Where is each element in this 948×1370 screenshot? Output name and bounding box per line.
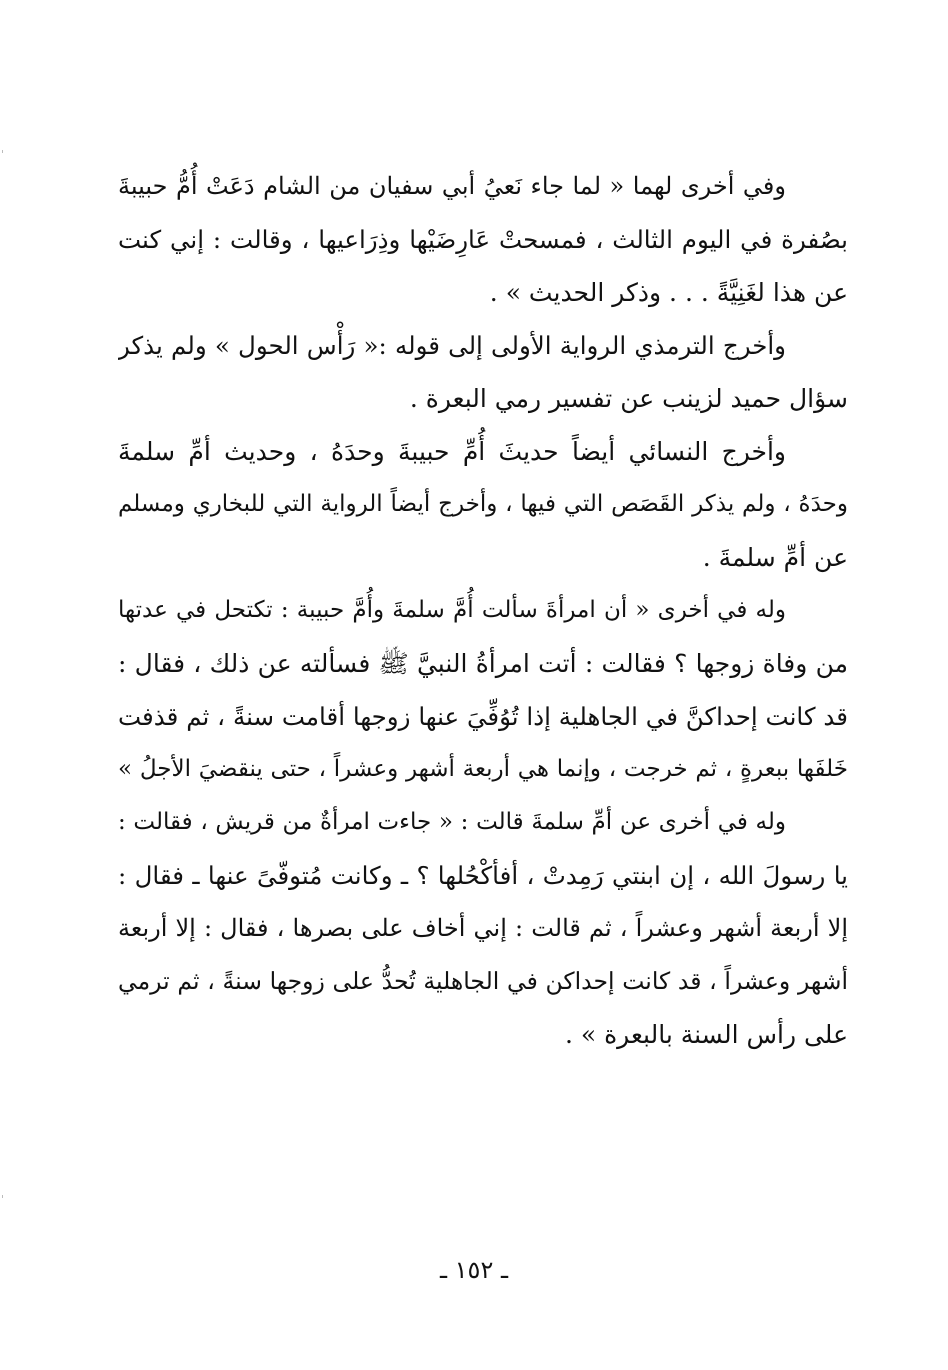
page-body — [118, 160, 848, 1061]
scan-edge-mark — [2, 150, 3, 153]
text-line: قد كانت إحداكنَّ في الجاهلية إذا تُوُفِّيَ عنها زوجها أقامت سنةً ، ثم قذفت — [118, 702, 848, 731]
scan-edge-mark — [2, 1195, 3, 1198]
text-line: عن هذا لغَنِيَّةً . . . وذكر الحديث » . — [489, 278, 848, 307]
text-line: وحدَهُ ، ولم يذكر القَصَص التي فيها ، وأخرج أيضاً الرواية التي للبخاري ومسلم — [118, 491, 848, 517]
text-line: إلا أربعة أشهر وعشراً ، ثم قالت : إني أخاف على بصرها ، فقال : إلا أربعة — [118, 914, 848, 942]
text-line: يا رسولَ الله ، إن ابنتي رَمِدتْ ، أفأكْحُلها ؟ ـ وكانت مُتوفّىً عنها ـ فقال : — [118, 861, 848, 890]
text-line: خَلفَها ببعرةٍ ، ثم خرجت ، وإنما هي أربعة أشهر وعشراً ، حتى ينقضيَ الأجلُ » — [118, 756, 848, 782]
text-line: وله في أخرى عن أمِّ سلمةَ قالت : « جاءت امرأةٌ من قريش ، فقالت : — [118, 809, 786, 835]
text-line: على رأس السنة بالبعرة » . — [564, 1020, 848, 1049]
text-line: بصُفرة في اليوم الثالث ، فمسحتْ عَارِضَيْها وذِرَاعيها ، وقالت : إني كنت — [118, 225, 848, 254]
text-line: سؤال حميد لزينب عن تفسير رمي البعرة . — [409, 384, 848, 413]
text-line: وأخرج الترمذي الرواية الأولى إلى قوله :« رَأْس الحول » ولم يذكر — [118, 331, 786, 360]
text-line: وله في أخرى « أن امرأةَ سألت أُمَّ سلمةَ وأُمَّ حبيبة : تكتحل في عدتها — [118, 597, 786, 623]
text-line: من وفاة زوجها ؟ فقالت : أتت امرأةُ النبيَّ ﷺ فسألته عن ذلك ، فقال : — [118, 649, 848, 678]
text-line: وأخرج النسائي أيضاً حديثَ أُمِّ حبيبةَ وحدَهُ ، وحديث أمِّ سلمةَ — [118, 437, 786, 466]
text-line: أشهر وعشراً ، قد كانت إحداكن في الجاهلية تُحدُّ على زوجها سنةً ، ثم ترمي — [118, 967, 848, 995]
text-line: وفي أخرى لهما « لما جاء نَعيُ أبي سفيان من الشام دَعَتْ أُمُّ حبيبةَ — [118, 172, 786, 200]
page-number: ـ ١٥٢ ـ — [439, 1256, 508, 1284]
text-line: عن أمِّ سلمةَ . — [702, 543, 848, 572]
